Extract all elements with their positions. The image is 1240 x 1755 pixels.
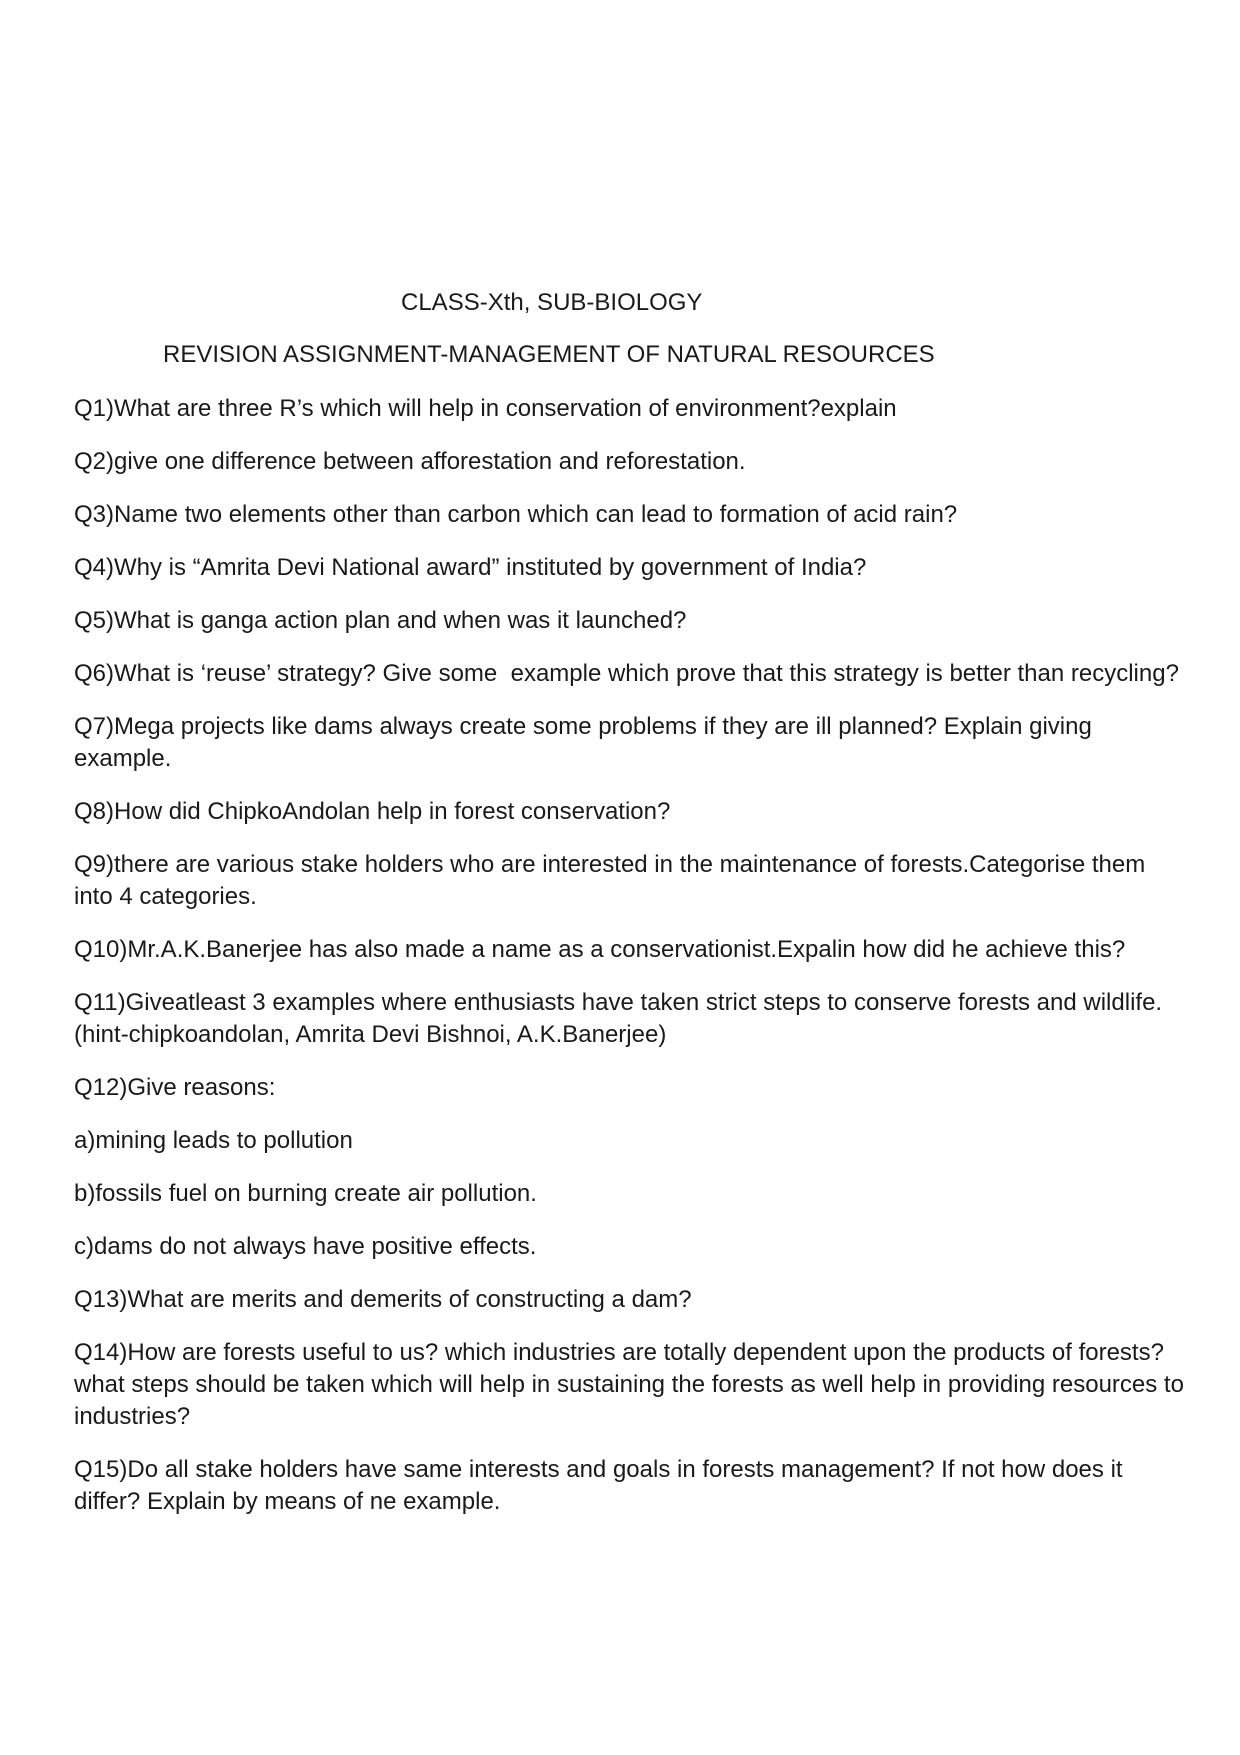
question-3: Q3)Name two elements other than carbon which can lead to formation of acid rain?	[74, 501, 958, 528]
question-12-part-b: b)fossils fuel on burning create air pollution.	[74, 1180, 537, 1207]
question-8: Q8)How did ChipkoAndolan help in forest conservation?	[74, 798, 671, 825]
question-11: Q11)Giveatleast 3 examples where enthusiasts have taken strict steps to conserve forests and wildlife.(hint-chipkoandolan, Amrita Devi Bishnoi, A.K.Banerjee)	[74, 989, 1163, 1048]
question-13: Q13)What are merits and demerits of constructing a dam?	[74, 1286, 692, 1313]
question-1: Q1)What are three R’s which will help in conservation of environment?explain	[74, 395, 897, 422]
class-subject-heading: CLASS-Xth, SUB-BIOLOGY	[401, 289, 703, 316]
question-10: Q10)Mr.A.K.Banerjee has also made a name as a conservationist.Expalin how did he achieve this?	[74, 936, 1126, 963]
question-12-part-a: a)mining leads to pollution	[74, 1127, 353, 1154]
question-6: Q6)What is ‘reuse’ strategy? Give some example which prove that this strategy is better than recycling?	[74, 660, 1179, 687]
question-5: Q5)What is ganga action plan and when was it launched?	[74, 607, 687, 634]
assignment-title: REVISION ASSIGNMENT-MANAGEMENT OF NATURAL RESOURCES	[163, 341, 935, 368]
question-9: Q9)there are various stake holders who are interested in the maintenance of forests.Categorise them into 4 categories.	[74, 851, 1152, 910]
question-15: Q15)Do all stake holders have same interests and goals in forests management? If not how does it differ? Explain by means of ne example.	[74, 1456, 1130, 1515]
question-list	[74, 393, 1191, 1539]
question-4: Q4)Why is “Amrita Devi National award” instituted by government of India?	[74, 554, 867, 581]
question-12-part-c: c)dams do not always have positive effects.	[74, 1233, 537, 1260]
question-14: Q14)How are forests useful to us? which industries are totally dependent upon the products of forests? what steps should be taken which will help in sustaining the forests as well help in providing resources to industries?	[74, 1339, 1191, 1430]
question-2: Q2)give one difference between afforestation and reforestation.	[74, 448, 746, 475]
question-7: Q7)Mega projects like dams always create some problems if they are ill planned? Explain giving example.	[74, 713, 1099, 772]
question-12: Q12)Give reasons:	[74, 1074, 276, 1101]
